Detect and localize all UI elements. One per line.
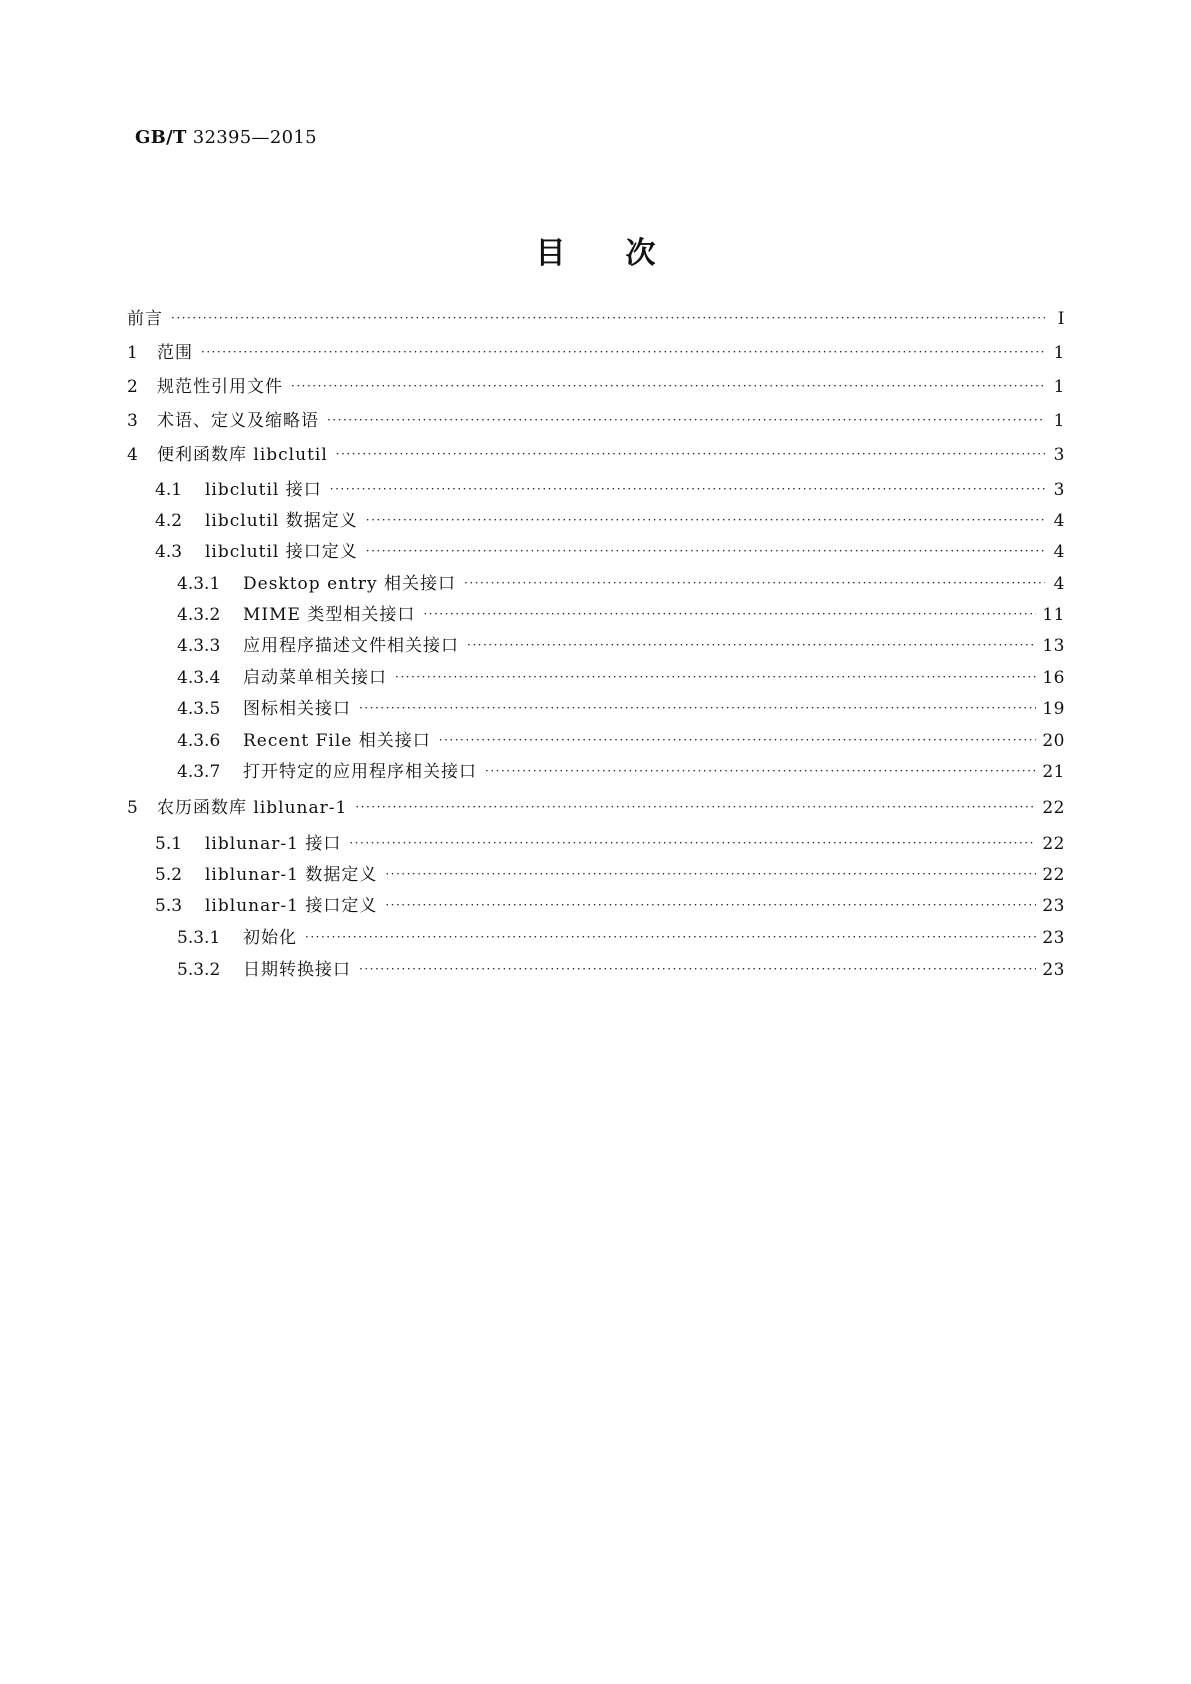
toc-entry-page: 20 xyxy=(1042,731,1065,751)
toc-entry-number: 4.2 xyxy=(155,511,183,531)
toc-entry-page: 19 xyxy=(1042,699,1065,719)
toc-entry-number: 4.3.4 xyxy=(177,668,221,688)
toc-entry-page: 3 xyxy=(1053,480,1065,500)
toc-entry-4-3-2[interactable] xyxy=(177,602,1065,628)
toc-leader-dots xyxy=(305,924,1036,950)
toc-entry-text: 规范性引用文件 xyxy=(157,377,283,397)
toc-entry-4-2[interactable] xyxy=(155,508,1065,534)
toc-leader-dots xyxy=(366,538,1045,564)
toc-entry-number: 4 xyxy=(127,445,138,465)
toc-entry-4-3-5[interactable] xyxy=(177,696,1065,722)
toc-leader-dots xyxy=(439,727,1037,753)
toc-entry-4-3-4[interactable] xyxy=(177,665,1065,691)
toc-entry-text: 术语、定义及缩略语 xyxy=(157,411,319,431)
toc-entry-number: 4.3 xyxy=(155,542,183,562)
toc-entry-number: 1 xyxy=(127,343,138,363)
toc-entry-number: 5.3.1 xyxy=(177,928,221,948)
toc-entry-number: 5 xyxy=(127,798,138,818)
toc-entry-2[interactable] xyxy=(127,374,1065,400)
toc-entry-page: 22 xyxy=(1042,798,1065,818)
toc-leader-dots xyxy=(385,861,1036,887)
toc-entry-number: 4.3.6 xyxy=(177,731,221,751)
toc-entry-5-3-1[interactable] xyxy=(177,925,1065,951)
toc-entry-number: 5.3.2 xyxy=(177,960,221,980)
toc-entry-text: 前言 xyxy=(127,309,163,329)
toc-entry-5-3[interactable] xyxy=(155,893,1065,919)
toc-entry-5-3-2[interactable] xyxy=(177,957,1065,983)
toc-entry-number: 4.3.1 xyxy=(177,574,221,594)
toc-leader-dots xyxy=(336,441,1045,467)
toc-entry-page: 23 xyxy=(1042,896,1065,916)
toc-entry-text: 初始化 xyxy=(243,928,297,948)
toc-entry-number: 5.2 xyxy=(155,865,183,885)
toc-entry-foreword[interactable] xyxy=(127,306,1065,332)
standard-prefix: GB/T xyxy=(135,127,187,148)
toc-leader-dots xyxy=(485,758,1036,784)
toc-leader-dots xyxy=(201,339,1045,365)
toc-leader-dots xyxy=(395,664,1036,690)
toc-entry-4-3-6[interactable] xyxy=(177,728,1065,754)
toc-leader-dots xyxy=(385,892,1036,918)
toc-entry-1[interactable] xyxy=(127,340,1065,366)
toc-leader-dots xyxy=(359,956,1036,982)
toc-entry-text: libclutil 数据定义 xyxy=(205,511,358,531)
toc-entry-number: 4.3.2 xyxy=(177,605,221,625)
toc-entry-number: 4.1 xyxy=(155,480,183,500)
toc-entry-page: 1 xyxy=(1053,411,1065,431)
toc-leader-dots xyxy=(330,476,1045,502)
toc-entry-5[interactable] xyxy=(127,795,1065,821)
toc-entry-page: 1 xyxy=(1053,343,1065,363)
toc-entry-4-3-7[interactable] xyxy=(177,759,1065,785)
toc-entry-page: Ⅰ xyxy=(1057,309,1065,329)
toc-leader-dots xyxy=(355,794,1036,820)
toc-entry-4-3-3[interactable] xyxy=(177,633,1065,659)
toc-entry-4[interactable] xyxy=(127,442,1065,468)
toc-entry-4-3-1[interactable] xyxy=(177,571,1065,597)
toc-leader-dots xyxy=(359,695,1036,721)
toc-entry-page: 3 xyxy=(1053,445,1065,465)
toc-entry-text: 农历函数库 liblunar-1 xyxy=(157,798,348,818)
toc-entry-4-1[interactable] xyxy=(155,477,1065,503)
toc-entry-text: 图标相关接口 xyxy=(243,699,351,719)
toc-leader-dots xyxy=(423,601,1036,627)
toc-leader-dots xyxy=(171,305,1045,331)
toc-entry-number: 4.3.7 xyxy=(177,762,221,782)
toc-entry-page: 16 xyxy=(1042,668,1065,688)
toc-entry-text: 日期转换接口 xyxy=(243,960,351,980)
toc-entry-text: libclutil 接口定义 xyxy=(205,542,358,562)
toc-entry-text: Recent File 相关接口 xyxy=(243,731,431,751)
toc-entry-page: 1 xyxy=(1053,377,1065,397)
toc-entry-number: 3 xyxy=(127,411,138,431)
toc-entry-text: Desktop entry 相关接口 xyxy=(243,574,457,594)
standard-number: 32395—2015 xyxy=(192,127,317,148)
toc-entry-text: 启动菜单相关接口 xyxy=(243,668,387,688)
toc-leader-dots xyxy=(291,373,1045,399)
toc-entry-page: 22 xyxy=(1042,865,1065,885)
toc-entry-text: libclutil 接口 xyxy=(205,480,322,500)
toc-leader-dots xyxy=(327,407,1045,433)
toc-entry-number: 5.3 xyxy=(155,896,183,916)
toc-entry-page: 4 xyxy=(1053,542,1065,562)
toc-entry-text: liblunar-1 数据定义 xyxy=(205,865,378,885)
toc-entry-page: 13 xyxy=(1042,636,1065,656)
toc-leader-dots xyxy=(467,632,1036,658)
toc-entry-3[interactable] xyxy=(127,408,1065,434)
toc-entry-text: 范围 xyxy=(157,343,193,363)
toc-entry-page: 21 xyxy=(1042,762,1065,782)
toc-entry-text: liblunar-1 接口 xyxy=(205,834,342,854)
toc-leader-dots xyxy=(349,830,1036,856)
toc-leader-dots xyxy=(464,570,1045,596)
toc-entry-text: 应用程序描述文件相关接口 xyxy=(243,636,459,656)
toc-entry-4-3[interactable] xyxy=(155,539,1065,565)
toc-entry-page: 23 xyxy=(1042,960,1065,980)
toc-leader-dots xyxy=(366,507,1045,533)
toc-entry-number: 4.3.3 xyxy=(177,636,221,656)
toc-entry-5-2[interactable] xyxy=(155,862,1065,888)
toc-entry-5-1[interactable] xyxy=(155,831,1065,857)
toc-entry-page: 22 xyxy=(1042,834,1065,854)
toc-entry-page: 23 xyxy=(1042,928,1065,948)
page-title: 目次 xyxy=(535,236,716,271)
toc-entry-text: liblunar-1 接口定义 xyxy=(205,896,378,916)
toc-entry-page: 4 xyxy=(1053,574,1065,594)
toc-entry-number: 2 xyxy=(127,377,138,397)
toc-entry-text: 打开特定的应用程序相关接口 xyxy=(243,762,477,782)
toc-entry-page: 11 xyxy=(1042,605,1065,625)
toc-entry-text: MIME 类型相关接口 xyxy=(243,605,416,625)
toc-entry-number: 4.3.5 xyxy=(177,699,221,719)
toc-entry-number: 5.1 xyxy=(155,834,183,854)
toc-entry-page: 4 xyxy=(1053,511,1065,531)
table-of-contents xyxy=(127,0,1065,1684)
toc-entry-text: 便利函数库 libclutil xyxy=(157,445,328,465)
